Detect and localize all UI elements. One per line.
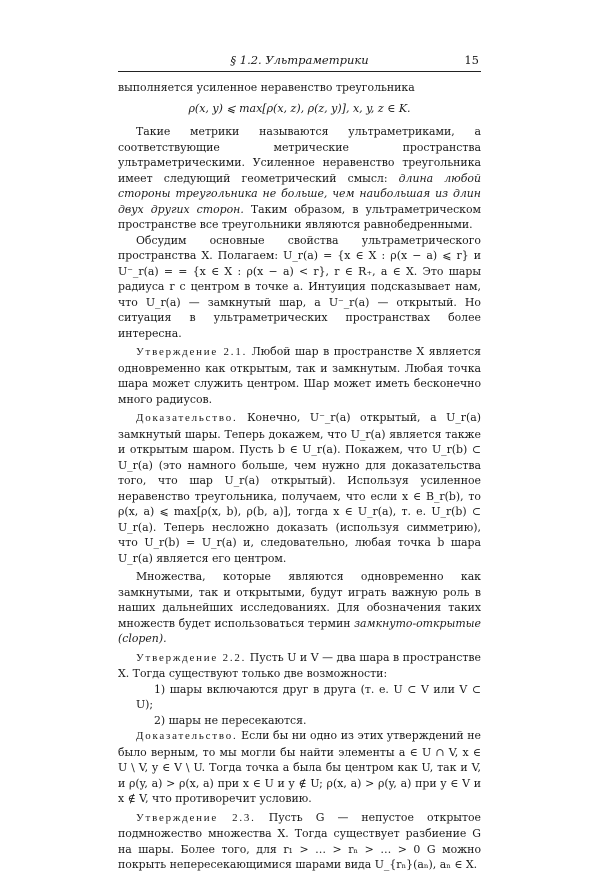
proof-2-2-label: Доказательство. bbox=[136, 730, 238, 742]
paragraph-balls: Обсудим основные свойства ультраметрического пространства X. Полагаем: U_r(a) = {x ∈ X : ρ(x − a) ⩽ r} и U⁻_r(a) = = {x ∈ X : ρ(x − a) < r}, r ∈ R₊, a ∈ X. Это шары радиуса r с центром в точке a. Интуиция подсказывает нам, что U_r(a) — замкнутый шар, а U⁻_r(a) — открытый. Но ситуация в ультраметрических пространствах более интересна. bbox=[118, 233, 481, 340]
ultrametric-inequality-formula: ρ(x, y) ⩽ max[ρ(x, z), ρ(z, y)], x, y, z ∈ K. bbox=[188, 101, 411, 115]
claim-2-2 bbox=[118, 650, 481, 682]
paragraph-ultrametrics-text: Такие метрики называются ультраметриками, а соответствующие метрические пространства ультраметрическими. Усиленное неравенство треугольника имеет следующий геометрический смысл: bbox=[118, 125, 481, 185]
claim-2-1 bbox=[118, 344, 481, 407]
claim-2-2-label: Утверждение 2.2. bbox=[136, 651, 247, 664]
proof-2-1 bbox=[118, 410, 481, 566]
paragraph-ultrametrics-emphasis: длина любой стороны треугольника не больше, чем наибольшая из длин двух других сторон. bbox=[118, 171, 481, 216]
paragraph-clopen bbox=[118, 569, 481, 647]
intro-text: выполняется усиленное неравенство треугольника bbox=[118, 81, 415, 94]
paragraph-ultrametrics bbox=[118, 124, 481, 233]
claim-2-1-text: Любой шар в пространстве X является одновременно как открытым, так и замкнутым. Любая точка шара может служить центром. Шар может иметь бесконечно много радиусов. bbox=[118, 345, 481, 406]
page-body bbox=[118, 80, 481, 873]
claim-2-2-item-1: 1) шары включаются друг в друга (т. е. U ⊂ V или V ⊂ U); bbox=[136, 682, 481, 711]
page-number: 15 bbox=[464, 53, 479, 67]
claim-2-3-text: Пусть G — непустое открытое подмножество множества X. Тогда существует разбиение G на шары. Более того, для r₁ > … > rₙ > … > 0 G можно покрыть непересекающимися шарами вида U_{rₙ}(aₙ), aₙ ∈ X. bbox=[118, 810, 481, 871]
claim-2-1-label: Утверждение 2.1. bbox=[136, 346, 248, 358]
claim-2-3 bbox=[118, 810, 481, 873]
proof-2-2 bbox=[118, 728, 481, 807]
claim-2-2-text: Пусть U и V — два шара в пространстве X. Тогда существуют только две возможности: bbox=[118, 650, 482, 680]
claim-2-2-item-2: 2) шары не пересекаются. bbox=[154, 713, 307, 727]
clopen-term: замкнуто-открытые (clopen). bbox=[118, 616, 482, 645]
running-title: § 1.2. Ультраметрики bbox=[230, 53, 369, 67]
paragraph-ultrametrics-end: Таким образом, в ультраметрическом пространстве все треугольники являются равнобедренными. bbox=[118, 202, 481, 231]
paragraph-clopen-text: Множества, которые являются одновременно как замкнутыми, так и открытыми, будут играть важную роль в наших дальнейших исследованиях. Для обозначения таких множеств будет использоваться термин bbox=[118, 570, 481, 630]
running-header bbox=[118, 53, 481, 72]
claim-2-3-label: Утверждение 2.3. bbox=[136, 811, 256, 824]
proof-2-2-text: Если бы ни одно из этих утверждений не было верным, то мы могли бы найти элементы a ∈ U ∩ V, x ∈ U \ V, y ∈ V \ U. Тогда точка a была бы центром как U, так и V, и ρ(y, a) > ρ(x, a) при x ∈ U и y ∉ U; ρ(x, a) > ρ(y, a) при y ∈ V и x ∉ V, что противоречит условию. bbox=[118, 729, 481, 805]
proof-2-1-label: Доказательство. bbox=[136, 412, 238, 424]
proof-2-1-text: Конечно, U⁻_r(a) открытый, а U_r(a) замкнутый шары. Теперь докажем, что U_r(a) является также и открытым шаром. Пусть b ∈ U_r(a). Покажем, что U_r(b) ⊂ U_r(a) (это намного больше, чем нужно для доказательства того, что шар U_r(a) открытый). Используя усиленное неравенство треугольника, получаем, что если x ∈ B_r(b), то ρ(x, a) ⩽ max[ρ(x, b), ρ(b, a)], тогда x ∈ U_r(a), т. е. U_r(b) ⊂ U_r(a). Теперь несложно доказать (используя симметрию), что U_r(b) = U_r(a) и, следовательно, любая точка b шара U_r(a) является его центром. bbox=[118, 411, 481, 565]
